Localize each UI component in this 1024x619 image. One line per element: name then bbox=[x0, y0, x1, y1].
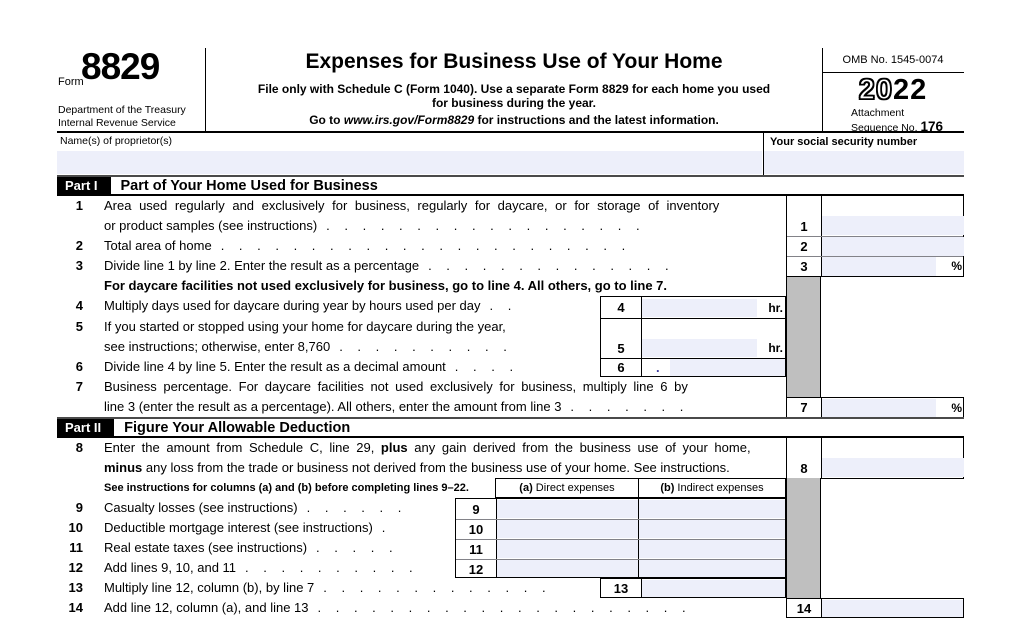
line4-dots: . . bbox=[489, 298, 512, 313]
line2-number: 2 bbox=[75, 238, 83, 253]
line11-text bbox=[104, 538, 393, 558]
line13-box-number: 13 bbox=[613, 580, 629, 596]
line11b-input[interactable] bbox=[639, 540, 785, 558]
line13-text bbox=[104, 578, 546, 598]
sequence-label: Sequence No. bbox=[851, 122, 921, 134]
line6-text bbox=[104, 357, 513, 377]
line1-number: 1 bbox=[75, 198, 83, 213]
goto-url: www.irs.gov/Form8829 bbox=[343, 113, 475, 127]
goto-line bbox=[206, 113, 822, 127]
lines9-12-entry-block bbox=[455, 498, 786, 578]
line6-text-body: Divide line 4 by line 5. Enter the result as a decimal amount bbox=[104, 359, 446, 374]
line8-text1 bbox=[104, 438, 751, 458]
line11-number: 11 bbox=[69, 540, 83, 555]
line6-input[interactable] bbox=[670, 359, 785, 376]
column-b-label: Indirect expenses bbox=[674, 482, 764, 494]
line1-input[interactable] bbox=[822, 216, 964, 235]
columns-note: See instructions for columns (a) and (b) before completing lines 9–22. bbox=[104, 482, 469, 494]
line5-text1: If you started or stopped using your home for daycare during the year, bbox=[104, 319, 506, 334]
line9-text-body: Casualty losses (see instructions) bbox=[104, 500, 298, 515]
line9-number: 9 bbox=[75, 500, 83, 515]
column-a-label: Direct expenses bbox=[532, 482, 615, 494]
line6-number: 6 bbox=[75, 359, 83, 374]
dept-line1: Department of the Treasury bbox=[58, 104, 186, 116]
line13-text-body: Multiply line 12, column (b), by line 7 bbox=[104, 580, 315, 595]
line14-number: 14 bbox=[68, 600, 83, 615]
line7-text2-body: line 3 (enter the result as a percentage). All others, enter the amount from line 3 bbox=[104, 399, 562, 414]
name-label: Name(s) of proprietor(s) bbox=[60, 135, 173, 147]
line10-number: 10 bbox=[68, 520, 83, 535]
line8-entry-block bbox=[786, 438, 964, 479]
form-number: 8829 bbox=[81, 46, 160, 87]
line3-input[interactable] bbox=[822, 257, 936, 276]
line1-dots: . . . . . . . . . . . . . . . . . . bbox=[326, 218, 640, 233]
line7-entry-block bbox=[786, 397, 964, 417]
part2-title: Figure Your Allowable Deduction bbox=[124, 419, 351, 436]
line5-number: 5 bbox=[75, 319, 83, 334]
line5-hr-suffix: hr. bbox=[768, 341, 783, 355]
line1-text2-body: or product samples (see instructions) bbox=[104, 218, 318, 233]
column-b-tag: (b) bbox=[660, 482, 675, 494]
line4-number: 4 bbox=[75, 298, 83, 313]
line13-dots: . . . . . . . . . . . . . bbox=[323, 580, 546, 595]
line8-text2a: any loss from the trade or business not derived from the business use of your home. See instructions. bbox=[142, 460, 730, 475]
line8-plus: plus bbox=[380, 440, 408, 455]
sequence-number: 176 bbox=[920, 119, 943, 134]
attachment-label: Attachment bbox=[851, 107, 905, 119]
line4-entry bbox=[642, 299, 785, 317]
column-a-tag: (a) bbox=[519, 482, 533, 494]
part2-badge: Part II bbox=[57, 419, 114, 436]
line4-box-number: 4 bbox=[617, 300, 625, 315]
line12-box-number: 12 bbox=[468, 561, 484, 577]
line2-text-body: Total area of home bbox=[104, 238, 212, 253]
column-b-header bbox=[639, 479, 785, 497]
line2-dots: . . . . . . . . . . . . . . . . . . . . . . . bbox=[220, 238, 626, 253]
line7-text1: Business percentage. For daycare facilities not used exclusively for business, multiply line 6 by bbox=[104, 379, 688, 394]
line9-dots: . . . . . . bbox=[306, 500, 402, 515]
line5-input[interactable] bbox=[642, 339, 757, 357]
line8-input[interactable] bbox=[822, 458, 964, 477]
line12-text bbox=[104, 558, 413, 578]
form-title: Expenses for Business Use of Your Home bbox=[305, 50, 723, 73]
line12-number: 12 bbox=[68, 560, 83, 575]
form-word: Form bbox=[58, 76, 84, 88]
line10b-input[interactable] bbox=[639, 520, 785, 538]
header-bottom-rule bbox=[57, 131, 964, 133]
line14-text-body: Add line 12, column (a), and line 13 bbox=[104, 600, 309, 615]
line14-dots: . . . . . . . . . . . . . . . . . . . . . bbox=[317, 600, 686, 615]
name-input[interactable] bbox=[57, 151, 762, 174]
shaded-cell-part2 bbox=[786, 478, 821, 598]
line11-dots: . . . . . bbox=[316, 540, 393, 555]
line2-box-number: 2 bbox=[800, 238, 808, 254]
year-bold-part: 22 bbox=[893, 74, 928, 106]
year-outline-part: 20 bbox=[858, 74, 893, 106]
line4-hr-suffix: hr. bbox=[768, 301, 783, 315]
line11-box-number: 11 bbox=[469, 541, 483, 557]
line13-input[interactable] bbox=[642, 580, 785, 597]
line5-text2-body: see instructions; otherwise, enter 8,760 bbox=[104, 339, 331, 354]
line1-text1: Area used regularly and exclusively for business, regularly for daycare, or for storage of inventory bbox=[104, 198, 720, 213]
line4-text bbox=[104, 296, 511, 316]
line12-dots: . . . . . . . . . . bbox=[245, 560, 413, 575]
line3-number: 3 bbox=[75, 258, 83, 273]
lines4-6-entry-block bbox=[600, 296, 786, 377]
line2-text bbox=[104, 236, 625, 256]
line13-number: 13 bbox=[68, 580, 83, 595]
line13-entry-block bbox=[600, 578, 786, 598]
form-subtitle-line1: File only with Schedule C (Form 1040). Use a separate Form 8829 for each home you used bbox=[257, 82, 771, 96]
line7-entry bbox=[822, 399, 964, 417]
tax-year bbox=[822, 75, 964, 105]
line11-text-body: Real estate taxes (see instructions) bbox=[104, 540, 308, 555]
part2-header bbox=[57, 417, 964, 438]
line7-input[interactable] bbox=[822, 399, 936, 417]
ssn-input[interactable] bbox=[764, 151, 964, 174]
line3-percent-suffix: % bbox=[951, 259, 962, 273]
lines1-3-entry-block bbox=[786, 196, 964, 277]
line10a-input[interactable] bbox=[497, 520, 638, 538]
line10-text-body: Deductible mortgage interest (see instructions) bbox=[104, 520, 373, 535]
form-subtitle-line2: for business during the year. bbox=[431, 96, 597, 110]
line9-text bbox=[104, 498, 401, 518]
daycare-note: For daycare facilities not used exclusively for business, go to line 4. All others, go to line 7. bbox=[104, 278, 667, 293]
column-headers-block bbox=[495, 478, 786, 498]
line1-text2 bbox=[104, 216, 640, 236]
line14-text bbox=[104, 598, 686, 618]
line12b-input[interactable] bbox=[639, 560, 785, 577]
line12-text-body: Add lines 9, 10, and 11 bbox=[104, 560, 237, 575]
line8-text1a: Enter the amount from Schedule C, line 29, bbox=[104, 440, 381, 455]
line14-box-number: 14 bbox=[796, 600, 812, 616]
line8-minus: minus bbox=[104, 460, 143, 475]
line4-text-body: Multiply days used for daycare during year by hours used per day bbox=[104, 298, 481, 313]
line3-text bbox=[104, 256, 669, 276]
line3-text-body: Divide line 1 by line 2. Enter the result as a percentage bbox=[104, 258, 420, 273]
line7-percent-suffix: % bbox=[951, 401, 962, 415]
line14-entry-block bbox=[786, 598, 964, 618]
line12a-input[interactable] bbox=[497, 560, 638, 577]
line3-box-number: 3 bbox=[800, 258, 808, 274]
line10-dots: . bbox=[381, 520, 386, 535]
dept-line2: Internal Revenue Service bbox=[58, 117, 176, 129]
line8-number: 8 bbox=[75, 440, 83, 455]
line3-dots: . . . . . . . . . . . . . . bbox=[428, 258, 669, 273]
line7-box-number: 7 bbox=[800, 400, 808, 415]
line7-number: 7 bbox=[75, 379, 83, 394]
line4-input[interactable] bbox=[642, 299, 757, 317]
line2-input[interactable] bbox=[822, 237, 964, 256]
line3-entry bbox=[822, 257, 964, 276]
line6-entry bbox=[642, 359, 785, 376]
line8-text1b: any gain derived from the business use of your home, bbox=[407, 440, 751, 455]
part1-header bbox=[57, 175, 964, 196]
line8-text2 bbox=[104, 458, 730, 478]
line11a-input[interactable] bbox=[497, 540, 638, 558]
line10-text bbox=[104, 518, 385, 538]
line1-box-number: 1 bbox=[800, 219, 808, 234]
part1-badge: Part I bbox=[57, 177, 111, 194]
line7-text2 bbox=[104, 397, 683, 417]
line9b-input[interactable] bbox=[639, 500, 785, 518]
goto-prefix: Go to bbox=[309, 113, 344, 127]
line5-entry bbox=[642, 339, 785, 357]
line9-box-number: 9 bbox=[472, 501, 480, 517]
sequence-line bbox=[851, 118, 943, 136]
line5-box-number: 5 bbox=[617, 341, 625, 356]
line6-dots: . . . . bbox=[454, 359, 514, 374]
part1-title: Part of Your Home Used for Business bbox=[120, 177, 378, 194]
ssn-label: Your social security number bbox=[770, 136, 918, 148]
line14-input[interactable] bbox=[822, 600, 963, 617]
line5-dots: . . . . . . . . . . bbox=[339, 339, 507, 354]
line5-text2 bbox=[104, 337, 507, 357]
line9a-input[interactable] bbox=[497, 500, 638, 518]
omb-divider bbox=[822, 72, 964, 73]
shaded-cell-part1 bbox=[786, 277, 821, 397]
line10-box-number: 10 bbox=[468, 521, 484, 537]
goto-suffix: for instructions and the latest information. bbox=[474, 113, 719, 127]
line7-dots: . . . . . . . bbox=[570, 399, 684, 414]
line6-box-number: 6 bbox=[617, 360, 625, 375]
column-a-header bbox=[496, 479, 638, 497]
line6-decimal-point: . bbox=[656, 360, 660, 375]
omb-number: OMB No. 1545-0074 bbox=[842, 54, 944, 66]
line8-box-number: 8 bbox=[800, 461, 808, 476]
